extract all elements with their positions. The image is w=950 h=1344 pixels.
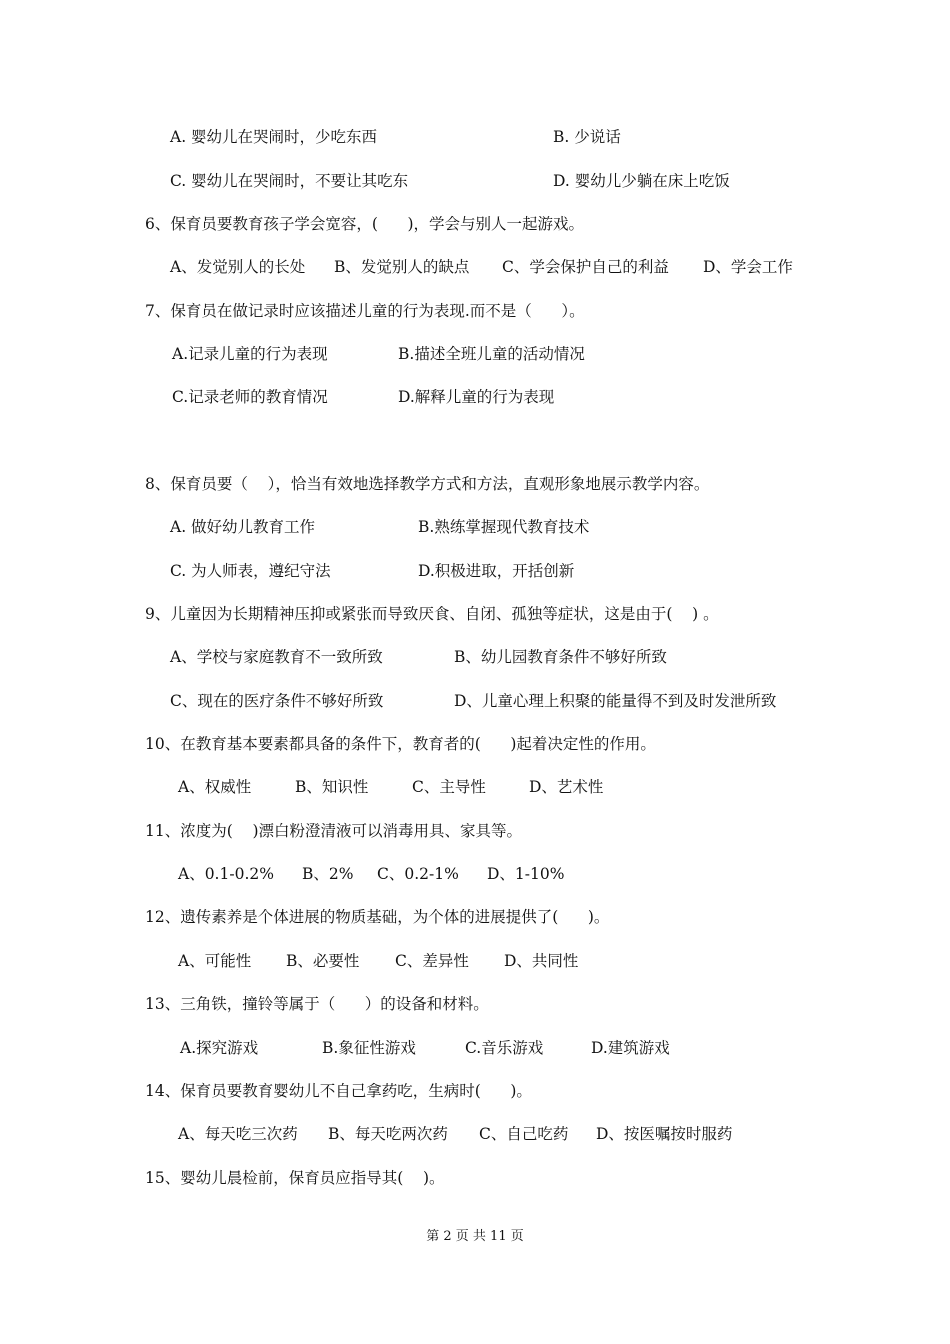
q6-option-a: A、发觉别人的长处	[170, 258, 306, 276]
q10-option-b: B、知识性	[295, 778, 369, 796]
q5-option-b: B. 少说话	[553, 128, 621, 146]
q11-stem: 11、浓度为( )漂白粉澄清液可以消毒用具、家具等。	[145, 822, 523, 840]
q15-stem: 15、婴幼儿晨检前，保育员应指导其( )。	[145, 1169, 445, 1187]
q7-stem: 7、保育员在做记录时应该描述儿童的行为表现.而不是（ ）。	[145, 302, 585, 320]
q11-option-d: D、1-10%	[487, 865, 565, 883]
q8-option-d: D.积极进取，开括创新	[418, 562, 575, 580]
q6-option-b: B、发觉别人的缺点	[334, 258, 470, 276]
q14-option-d: D、按医嘱按时服药	[596, 1125, 733, 1143]
q14-option-a: A、每天吃三次药	[178, 1125, 298, 1143]
q13-option-d: D.建筑游戏	[591, 1039, 670, 1057]
q13-stem: 13、三角铁，撞铃等属于（ ）的设备和材料。	[145, 995, 489, 1013]
q12-option-a: A、可能性	[178, 952, 252, 970]
q12-option-b: B、必要性	[286, 952, 360, 970]
q14-option-b: B、每天吃两次药	[328, 1125, 448, 1143]
q10-option-c: C、主导性	[412, 778, 486, 796]
q14-stem: 14、保育员要教育婴幼儿不自己拿药吃，生病时( )。	[145, 1082, 532, 1100]
q8-option-a: A. 做好幼儿教育工作	[170, 518, 316, 536]
q13-option-c: C.音乐游戏	[465, 1039, 544, 1057]
q9-option-d: D、儿童心理上积聚的能量得不到及时发泄所致	[454, 692, 777, 710]
q6-stem: 6、保育员要教育孩子学会宽容，( )，学会与别人一起游戏。	[145, 215, 585, 233]
q10-stem: 10、在教育基本要素都具备的条件下，教育者的( )起着决定性的作用。	[145, 735, 656, 753]
q6-option-c: C、学会保护自己的利益	[502, 258, 669, 276]
q7-option-b: B.描述全班儿童的活动情况	[398, 345, 585, 363]
page-number-footer: 第 2 页 共 11 页	[426, 1229, 524, 1244]
q7-option-d: D.解释儿童的行为表现	[398, 388, 555, 406]
q9-option-c: C、现在的医疗条件不够好所致	[170, 692, 384, 710]
q6-option-d: D、学会工作	[703, 258, 793, 276]
q11-option-a: A、0.1-0.2%	[178, 865, 274, 883]
q7-option-c: C.记录老师的教育情况	[172, 388, 328, 406]
q12-option-d: D、共同性	[504, 952, 579, 970]
q10-option-d: D、艺术性	[529, 778, 604, 796]
q8-option-b: B.熟练掌握现代教育技术	[418, 518, 590, 536]
q5-option-d: D. 婴幼儿少躺在床上吃饭	[553, 172, 730, 190]
q9-option-b: B、幼儿园教育条件不够好所致	[454, 648, 667, 666]
q9-stem: 9、儿童因为长期精神压抑或紧张而导致厌食、自闭、孤独等症状，这是由于( ) 。	[145, 605, 719, 623]
q9-option-a: A、学校与家庭教育不一致所致	[170, 648, 383, 666]
q12-stem: 12、遗传素养是个体进展的物质基础，为个体的进展提供了( )。	[145, 908, 610, 926]
q8-stem: 8、保育员要（ ），恰当有效地选择教学方式和方法，直观形象地展示教学内容。	[145, 475, 710, 493]
q11-option-b: B、2%	[302, 865, 354, 883]
q8-option-c: C. 为人师表，遵纪守法	[170, 562, 331, 580]
q13-option-b: B.象征性游戏	[322, 1039, 416, 1057]
q10-option-a: A、权威性	[178, 778, 252, 796]
q13-option-a: A.探究游戏	[180, 1039, 259, 1057]
q5-option-a: A. 婴幼儿在哭闹时，少吃东西	[170, 128, 378, 146]
q5-option-c: C. 婴幼儿在哭闹时，不要让其吃东	[170, 172, 409, 190]
q14-option-c: C、自己吃药	[479, 1125, 569, 1143]
q11-option-c: C、0.2-1%	[377, 865, 459, 883]
q7-option-a: A.记录儿童的行为表现	[172, 345, 328, 363]
q12-option-c: C、差异性	[395, 952, 469, 970]
